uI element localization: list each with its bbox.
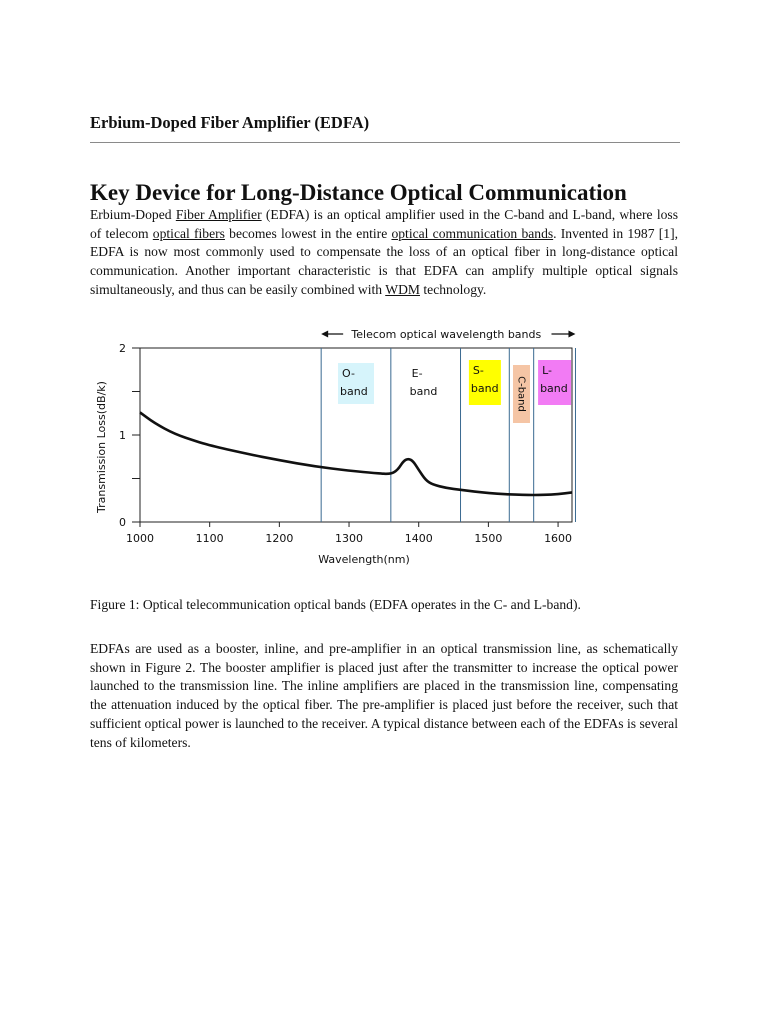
band-label: band — [540, 382, 568, 395]
band-label: band — [470, 382, 499, 395]
optical-fibers-link[interactable]: optical fibers — [152, 225, 225, 241]
intro-text: becomes lowest in the entire — [224, 225, 392, 241]
intro-paragraph — [90, 206, 678, 300]
loss-curve — [140, 412, 572, 495]
intro-text: (EDFA) is an optical amplifier used in the C-band and L-band, where loss of telecom — [90, 207, 678, 241]
optical-communication-bands-link[interactable]: optical communication bands — [391, 225, 554, 241]
y-tick-label: 1 — [119, 429, 126, 442]
document-header-title: Erbium-Doped Fiber Amplifier (EDFA) — [90, 113, 370, 132]
y-tick-label: 0 — [119, 516, 126, 529]
title-arrowhead-right — [568, 331, 575, 338]
band-label: S- — [472, 364, 484, 377]
y-axis-label: Transmission Loss(dB/k) — [95, 381, 108, 513]
x-tick-label: 1500 — [474, 532, 503, 545]
x-tick-label: 1300 — [335, 532, 364, 545]
x-tick-label: 1600 — [544, 532, 573, 545]
page-title: Key Device for Long-Distance Optical Communication — [90, 180, 627, 205]
band-label: band — [340, 385, 368, 398]
band-label: E- — [411, 367, 423, 380]
figure-1-chart — [90, 322, 690, 577]
intro-text: technology. — [419, 281, 487, 297]
band-label: C-band — [515, 376, 527, 412]
header-divider — [90, 142, 680, 143]
band-label: band — [409, 385, 438, 398]
fiber-amplifier-link[interactable]: Fiber Amplifier — [175, 207, 262, 222]
x-tick-label: 1000 — [126, 532, 154, 545]
intro-text: . Invented in 1987 [1], EDFA is now most commonly used to compensate the loss of an optical fiber in long-distance optical communication. Another important characteristic is that EDFA can amplify multiple optical signals simultaneously, and thus can be easily combined with — [90, 225, 678, 297]
y-tick-label: 2 — [119, 342, 126, 355]
chart-title: Telecom optical wavelength bands — [351, 328, 542, 341]
x-tick-label: 1200 — [265, 532, 294, 545]
transmission-loss-chart — [90, 322, 690, 577]
x-tick-label: 1100 — [195, 532, 224, 545]
x-axis-label: Wavelength(nm) — [318, 553, 410, 566]
title-arrowhead-left — [321, 331, 328, 338]
x-tick-label: 1400 — [404, 532, 433, 545]
wdm-link[interactable]: WDM — [385, 281, 420, 297]
band-label: O- — [342, 367, 355, 380]
body-paragraph: EDFAs are used as a booster, inline, and pre-amplifier in an optical transmission line, as schematically shown in Figure 2. The booster amplifier is placed just after the transmitter to increase the optical power launched to the transmission line. The inline amplifiers are placed in the transmission line, compensating the attenuation induced by the optical fiber. The pre-amplifier is placed just before the receiver, such that sufficient optical power is launched to the receiver. A typical distance between each of the EDFAs is several tens of kilometers. — [90, 641, 678, 750]
band-label: L- — [542, 364, 552, 377]
intro-text: Erbium-Doped — [90, 207, 176, 222]
figure-caption: Figure 1: Optical telecommunication optical bands (EDFA operates in the C- and L-band). — [90, 597, 581, 612]
